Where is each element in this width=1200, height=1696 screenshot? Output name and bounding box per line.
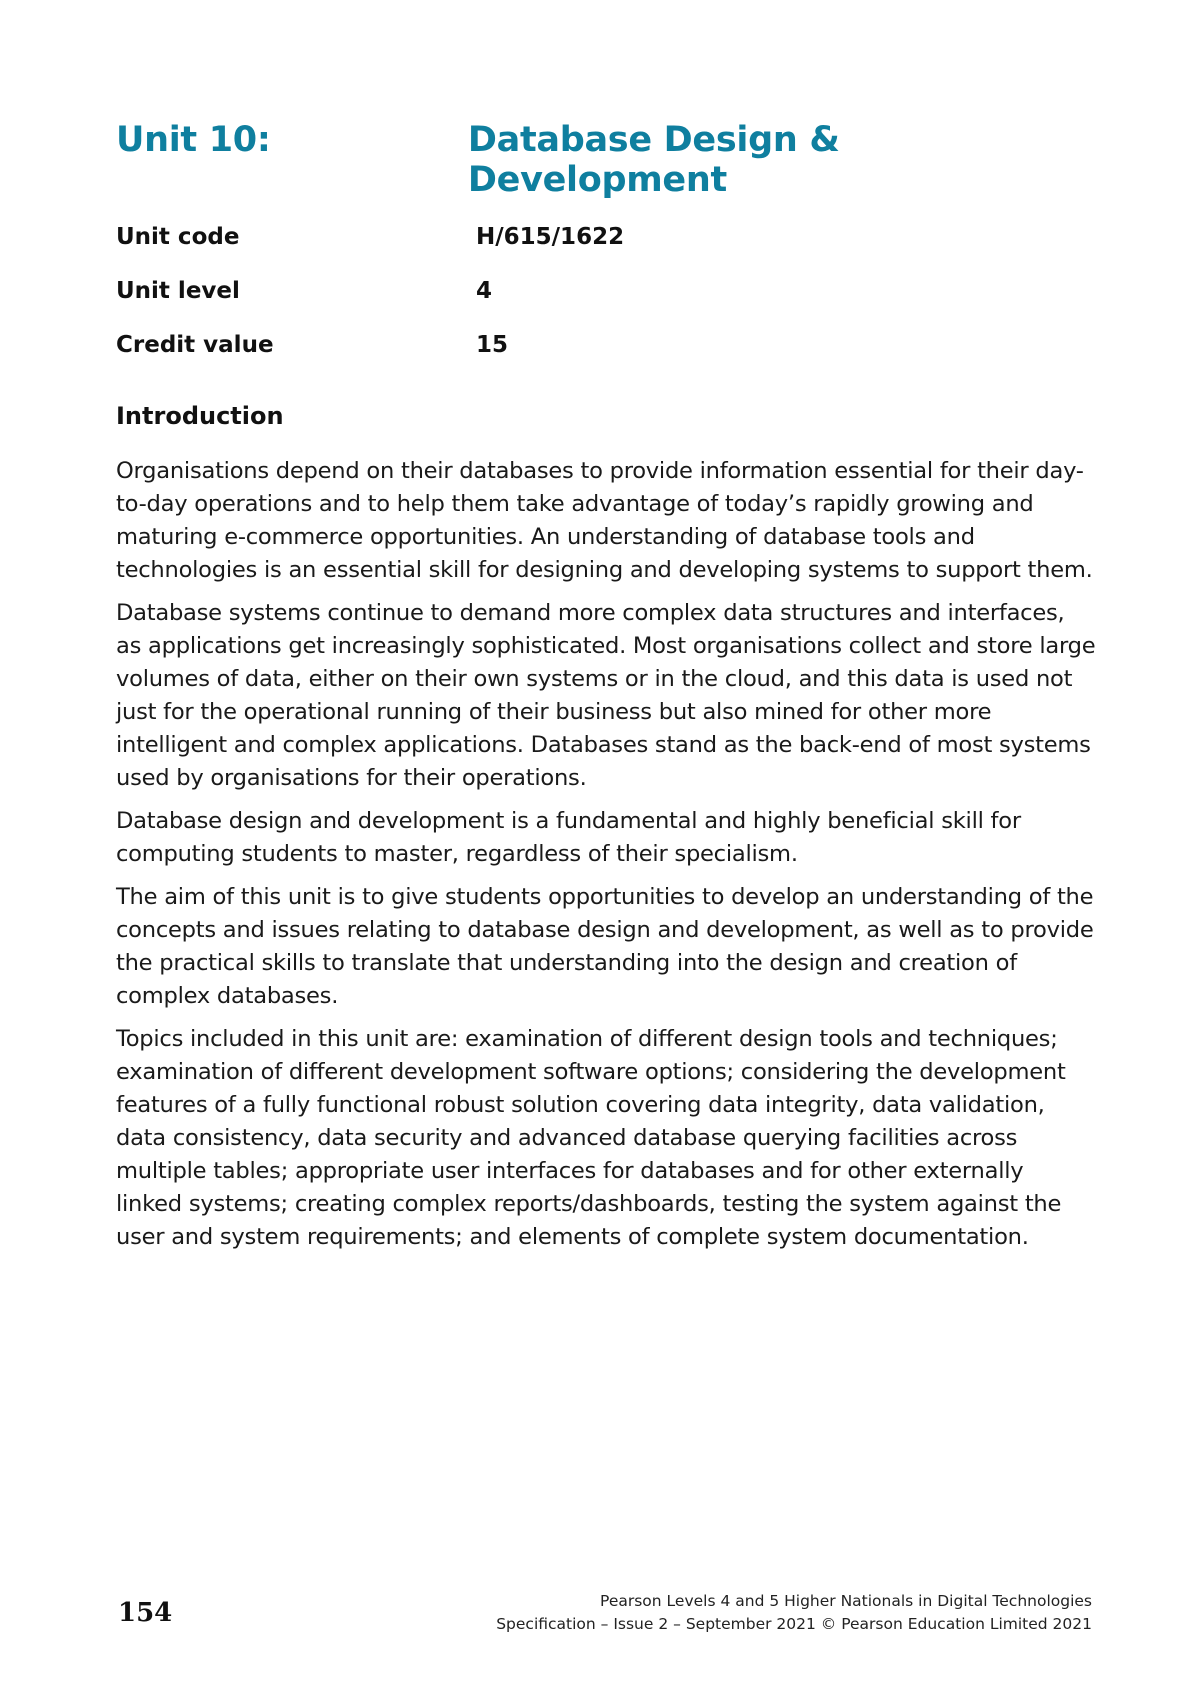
footer-line-title: Pearson Levels 4 and 5 Higher Nationals in Digital Technologies — [600, 1592, 1092, 1610]
paragraph: The aim of this unit is to give students opportunities to develop an understanding of the concepts and issues relating to database design and development, as well as to provide the practical skills to translate that understanding into the design and creation of complex databases. — [116, 884, 1094, 1009]
paragraph: Topics included in this unit are: examination of different design tools and techniques; examination of different development software options; considering the development features of a fully functional robust solution covering data integrity, data validation, data consistency, data security and advanced database querying facilities across multiple tables; appropriate user interfaces for databases and for other externally linked systems; creating complex reports/dashboards, testing the system against the user and system requirements; and elements of complete system documentation. — [116, 1026, 1066, 1250]
meta-value: H/615/1622 — [476, 224, 625, 250]
meta-row-credit-value — [116, 318, 816, 372]
meta-label: Unit level — [116, 278, 240, 304]
page-number: 154 — [118, 1598, 173, 1628]
paragraph: Database design and development is a fundamental and highly beneficial skill for computing students to master, regardless of their specialism. — [116, 808, 1021, 867]
meta-label: Credit value — [116, 332, 274, 358]
footer-line-spec: Specification – Issue 2 – September 2021 © Pearson Education Limited 2021 — [496, 1615, 1092, 1633]
unit-meta-table — [116, 210, 816, 372]
paragraph: Database systems continue to demand more complex data structures and interfaces, as applications get increasingly sophisticated. Most organisations collect and store large volumes of data, either on their own systems or in the cloud, and this data is used not just for the operational running of their business but also mined for other more intelligent and complex applications. Databases stand as the back-end of most systems used by organisations for their operations. — [116, 600, 1096, 791]
unit-title — [116, 120, 1096, 200]
unit-name: Database Design & Development — [467, 120, 840, 200]
introduction-body — [116, 455, 1096, 1264]
paragraph: Organisations depend on their databases to provide information essential for their day-to-day operations and to help them take advantage of today’s rapidly growing and maturing e-commerce opportunities. An understanding of database tools and technologies is an essential skill for designing and developing systems to support them. — [116, 458, 1093, 583]
meta-value: 15 — [476, 332, 509, 358]
meta-label: Unit code — [116, 224, 240, 250]
meta-value: 4 — [476, 278, 493, 304]
introduction-heading: Introduction — [116, 402, 284, 430]
unit-number: Unit 10: — [116, 120, 271, 160]
meta-row-unit-level — [116, 264, 816, 318]
meta-row-unit-code — [116, 210, 816, 264]
page-footer — [496, 1590, 1092, 1636]
